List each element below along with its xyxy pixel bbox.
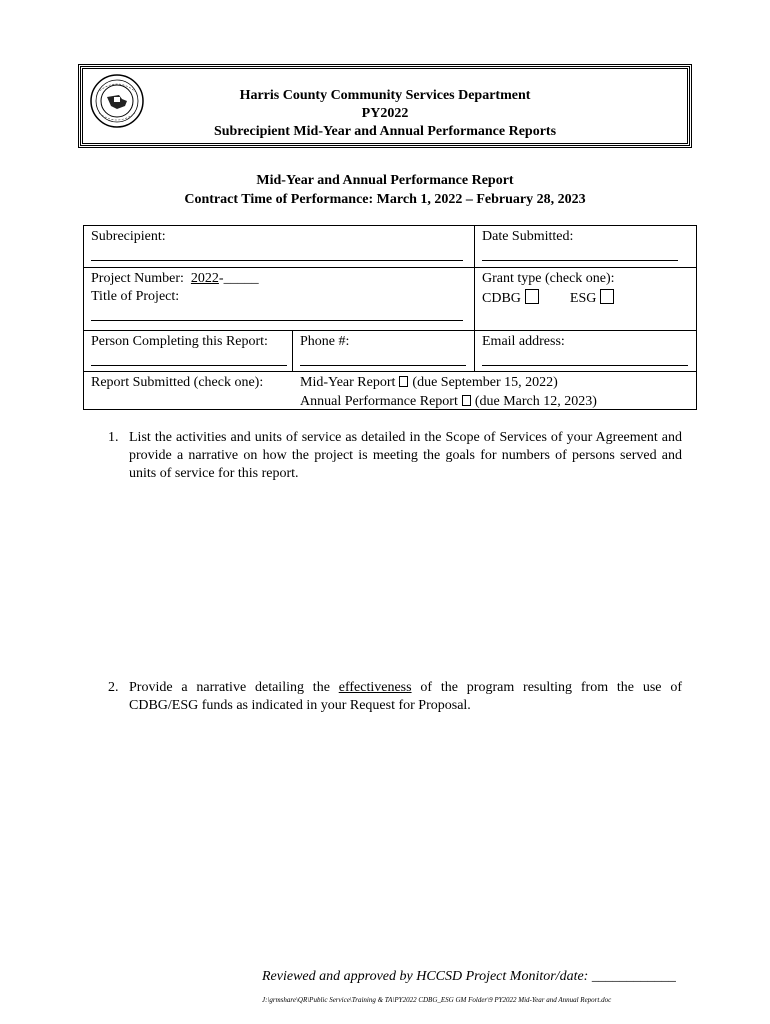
project-number-field[interactable]: -_____ — [218, 271, 259, 286]
monitor-approval-line: Reviewed and approved by HCCSD Project Monitor/date: ____________ — [262, 969, 676, 984]
project-title-label: Title of Project: — [91, 289, 180, 304]
question-1-text: List the activities and units of service as detailed in the Scope of Services of your Agreement and provide a narrative on how the project is meeting the goals for numbers of persons served and units of service for this report. — [129, 430, 682, 481]
annual-due: (due March 12, 2023) — [474, 394, 597, 409]
report-submitted-label: Report Submitted (check one): — [91, 375, 264, 390]
subrecipient-field[interactable] — [91, 260, 463, 261]
subrecipient-label: Subrecipient: — [91, 229, 166, 244]
phone-label: Phone #: — [300, 334, 350, 349]
question-2-text: Provide a narrative detailing the effectiveness of the program resulting from the use of CDBG/ESG funds as indicated in your Request for Proposal. — [129, 680, 682, 713]
midyear-option — [300, 375, 558, 391]
question-2 — [108, 679, 682, 715]
grant-type-label: Grant type (check one): — [482, 271, 615, 286]
project-number-prefix: 2022 — [190, 271, 219, 286]
report-info-table — [83, 225, 697, 410]
annual-checkbox[interactable] — [462, 395, 471, 406]
question-1-number: 1. — [108, 430, 119, 445]
project-title-field[interactable] — [91, 320, 463, 321]
annual-option — [300, 394, 597, 410]
question-2-number: 2. — [108, 680, 119, 695]
grant-cdbg-checkbox[interactable] — [525, 289, 539, 304]
program-year: PY2022 — [361, 106, 409, 121]
file-path: J:\grmshare\QR\Public Service\Training & TA\PY2022 CDBG_ESG GM Folder\9 PY2022 Mid-Year and Annual Report.doc — [262, 996, 612, 1004]
grant-esg-label: ESG — [569, 291, 597, 306]
date-submitted-label: Date Submitted: — [482, 229, 574, 244]
person-completing-label: Person Completing this Report: — [91, 334, 268, 349]
grant-esg-checkbox[interactable] — [600, 289, 614, 304]
report-subtitle — [0, 171, 770, 209]
midyear-label: Mid-Year Report — [300, 375, 396, 390]
phone-field[interactable] — [300, 365, 466, 366]
report-type-title: Subrecipient Mid-Year and Annual Performance Reports — [213, 124, 557, 139]
annual-label: Annual Performance Report — [300, 394, 458, 409]
department-name: Harris County Community Services Department — [239, 88, 531, 103]
effectiveness-emphasis: effectiveness — [338, 680, 412, 695]
question-1 — [108, 429, 682, 483]
person-completing-field[interactable] — [91, 365, 287, 366]
report-title: Mid-Year and Annual Performance Report — [256, 173, 514, 188]
header-title — [83, 87, 687, 141]
grant-cdbg-label: CDBG — [482, 291, 521, 306]
date-submitted-field[interactable] — [482, 260, 678, 261]
email-label: Email address: — [482, 334, 565, 349]
grant-type-options — [482, 289, 614, 307]
midyear-checkbox[interactable] — [399, 376, 408, 387]
contract-period: Contract Time of Performance: March 1, 2022 – February 28, 2023 — [184, 192, 586, 207]
email-field[interactable] — [482, 365, 688, 366]
header-box — [80, 66, 690, 146]
project-number-label: Project Number: 2022-_____ — [91, 271, 259, 286]
midyear-due: (due September 15, 2022) — [412, 375, 558, 390]
